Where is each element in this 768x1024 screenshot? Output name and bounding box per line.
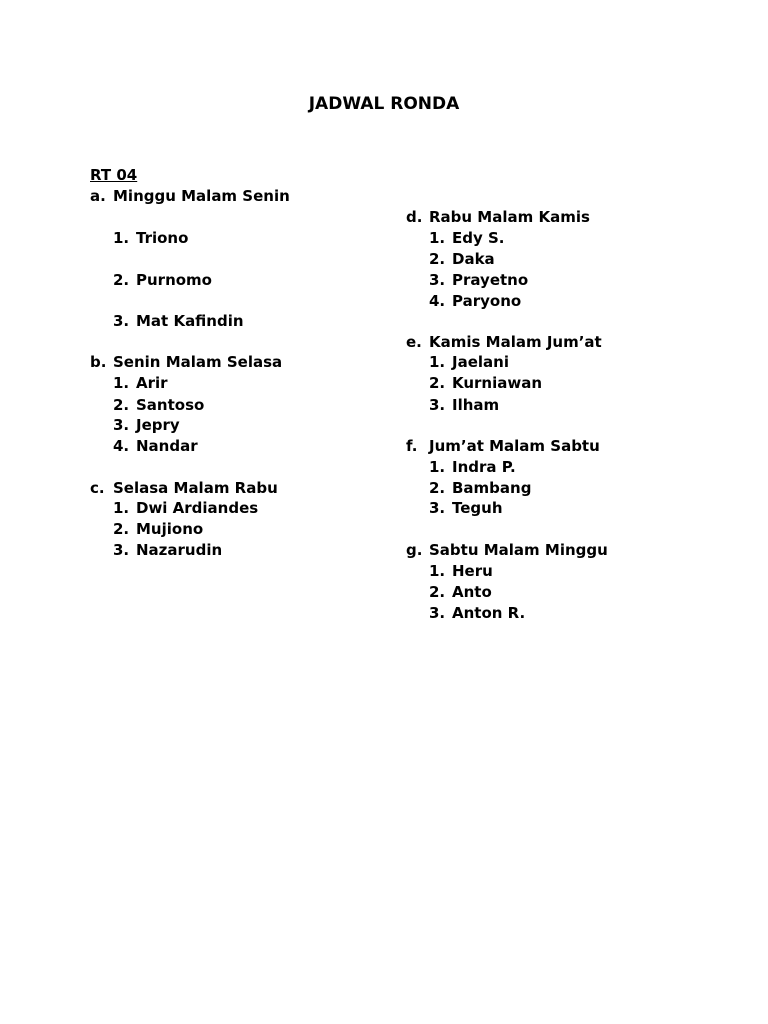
section-b-name-1: 1. Arir [113, 374, 168, 392]
section-b-name-2: 2. Santoso [113, 396, 205, 414]
section-b-name-3: 3. Jepry [113, 416, 180, 434]
section-e-name-1: 1. Jaelani [429, 353, 509, 371]
section-g-name-2: 2. Anto [429, 583, 492, 601]
section-e-name-2: 2. Kurniawan [429, 374, 543, 392]
section-e-name-3: 3. Ilham [429, 396, 500, 414]
section-d-name-1: 1. Edy S. [429, 229, 505, 247]
section-c-name-1: 1. Dwi Ardiandes [113, 499, 259, 517]
section-f-heading: f. Jum’at Malam Sabtu [406, 437, 600, 455]
section-e-heading: e. Kamis Malam Jum’at [406, 333, 602, 351]
section-a-name-1: 1. Triono [113, 229, 189, 247]
section-c-name-2: 2. Mujiono [113, 520, 204, 538]
section-g-name-1: 1. Heru [429, 562, 493, 580]
section-d-name-4: 4. Paryono [429, 292, 522, 310]
section-g-heading: g. Sabtu Malam Minggu [406, 541, 608, 559]
section-a-heading: a. Minggu Malam Senin [90, 187, 290, 205]
section-d-name-3: 3. Prayetno [429, 271, 529, 289]
section-g-name-3: 3. Anton R. [429, 604, 526, 622]
section-d-name-2: 2. Daka [429, 250, 495, 268]
section-d-heading: d. Rabu Malam Kamis [406, 208, 590, 226]
section-f-name-1: 1. Indra P. [429, 458, 516, 476]
section-f-name-2: 2. Bambang [429, 479, 532, 497]
section-b-name-4: 4. Nandar [113, 437, 198, 455]
section-f-name-3: 3. Teguh [429, 499, 503, 517]
section-a-name-2: 2. Purnomo [113, 271, 212, 289]
section-a-name-3: 3. Mat Kafindin [113, 312, 244, 330]
rt-label: RT 04 [90, 166, 138, 184]
section-b-heading: b. Senin Malam Selasa [90, 353, 283, 371]
section-c-name-3: 3. Nazarudin [113, 541, 223, 559]
page-title: JADWAL RONDA [308, 94, 460, 114]
section-c-heading: c. Selasa Malam Rabu [90, 479, 278, 497]
